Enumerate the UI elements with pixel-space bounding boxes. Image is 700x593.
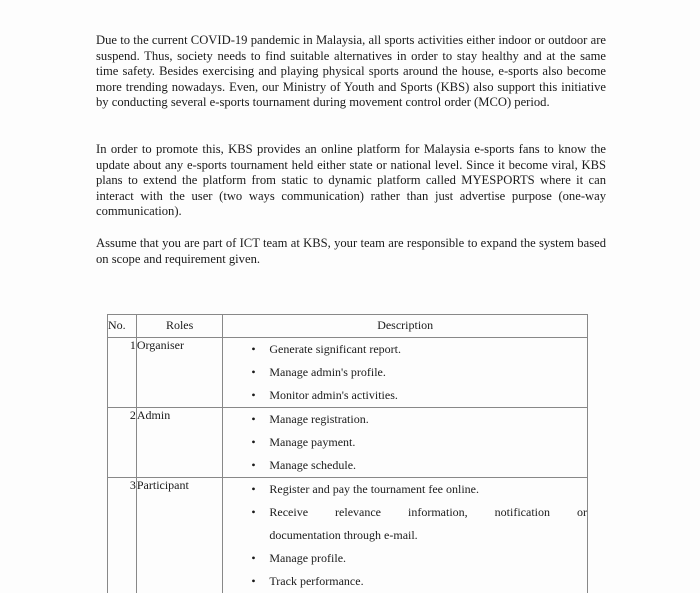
table-row-participant (108, 478, 588, 593)
row-role: Participant (136, 478, 223, 593)
list-item: • Monitor admin's activities. (223, 384, 587, 407)
list-item: • Manage payment. (223, 431, 587, 454)
row-number: 1 (108, 338, 137, 408)
list-item (223, 501, 587, 547)
roles-table (107, 314, 588, 593)
list-item: • Manage registration. (223, 408, 587, 431)
list-item: • Manage profile. (223, 547, 587, 570)
list-item: • Generate significant report. (223, 338, 587, 361)
table-header-row (108, 315, 588, 338)
row-number: 2 (108, 408, 137, 478)
list-item: • Register and pay the tournament fee online. (223, 478, 587, 501)
row-number: 3 (108, 478, 137, 593)
row-role: Admin (136, 408, 223, 478)
table-row-organiser (108, 338, 588, 408)
header-description: Description (223, 315, 588, 338)
task-paragraph: Assume that you are part of ICT team at KBS, your team are responsible to expand the system based on scope and requirement given. (96, 236, 606, 266)
header-no: No. (108, 315, 137, 338)
table-row-admin (108, 408, 588, 478)
list-item-continuation: documentation through e-mail. (269, 528, 418, 542)
intro-paragraph: Due to the current COVID-19 pandemic in Malaysia, all sports activities either indoor or outdoor are suspend. Thus, society needs to find suitable alternatives in order to stay healthy and at the same time safety. Besides exercising and playing physical sports around the house, e-sports also become more trending nowadays. Even, our Ministry of Youth and Sports (KBS) also support this initiative by conducting several e-sports tournament during movement control order (MCO) period. (96, 33, 606, 110)
row-role: Organiser (136, 338, 223, 408)
row-description (223, 478, 588, 593)
row-description (223, 338, 588, 408)
list-item: • Manage schedule. (223, 454, 587, 477)
header-roles: Roles (136, 315, 223, 338)
list-item: • Manage admin's profile. (223, 361, 587, 384)
list-item: • Track performance. (223, 570, 587, 593)
row-description (223, 408, 588, 478)
platform-paragraph: In order to promote this, KBS provides an online platform for Malaysia e-sports fans to know the update about any e-sports tournament held either state or national level. Since it become viral, KBS plans to extend the platform from static to dynamic platform called MYESPORTS where it can interact with the user (two ways communication) rather than just advertise purpose (one-way communication). (96, 142, 606, 219)
list-item-text: • Receive relevance information, notification or (269, 505, 587, 519)
